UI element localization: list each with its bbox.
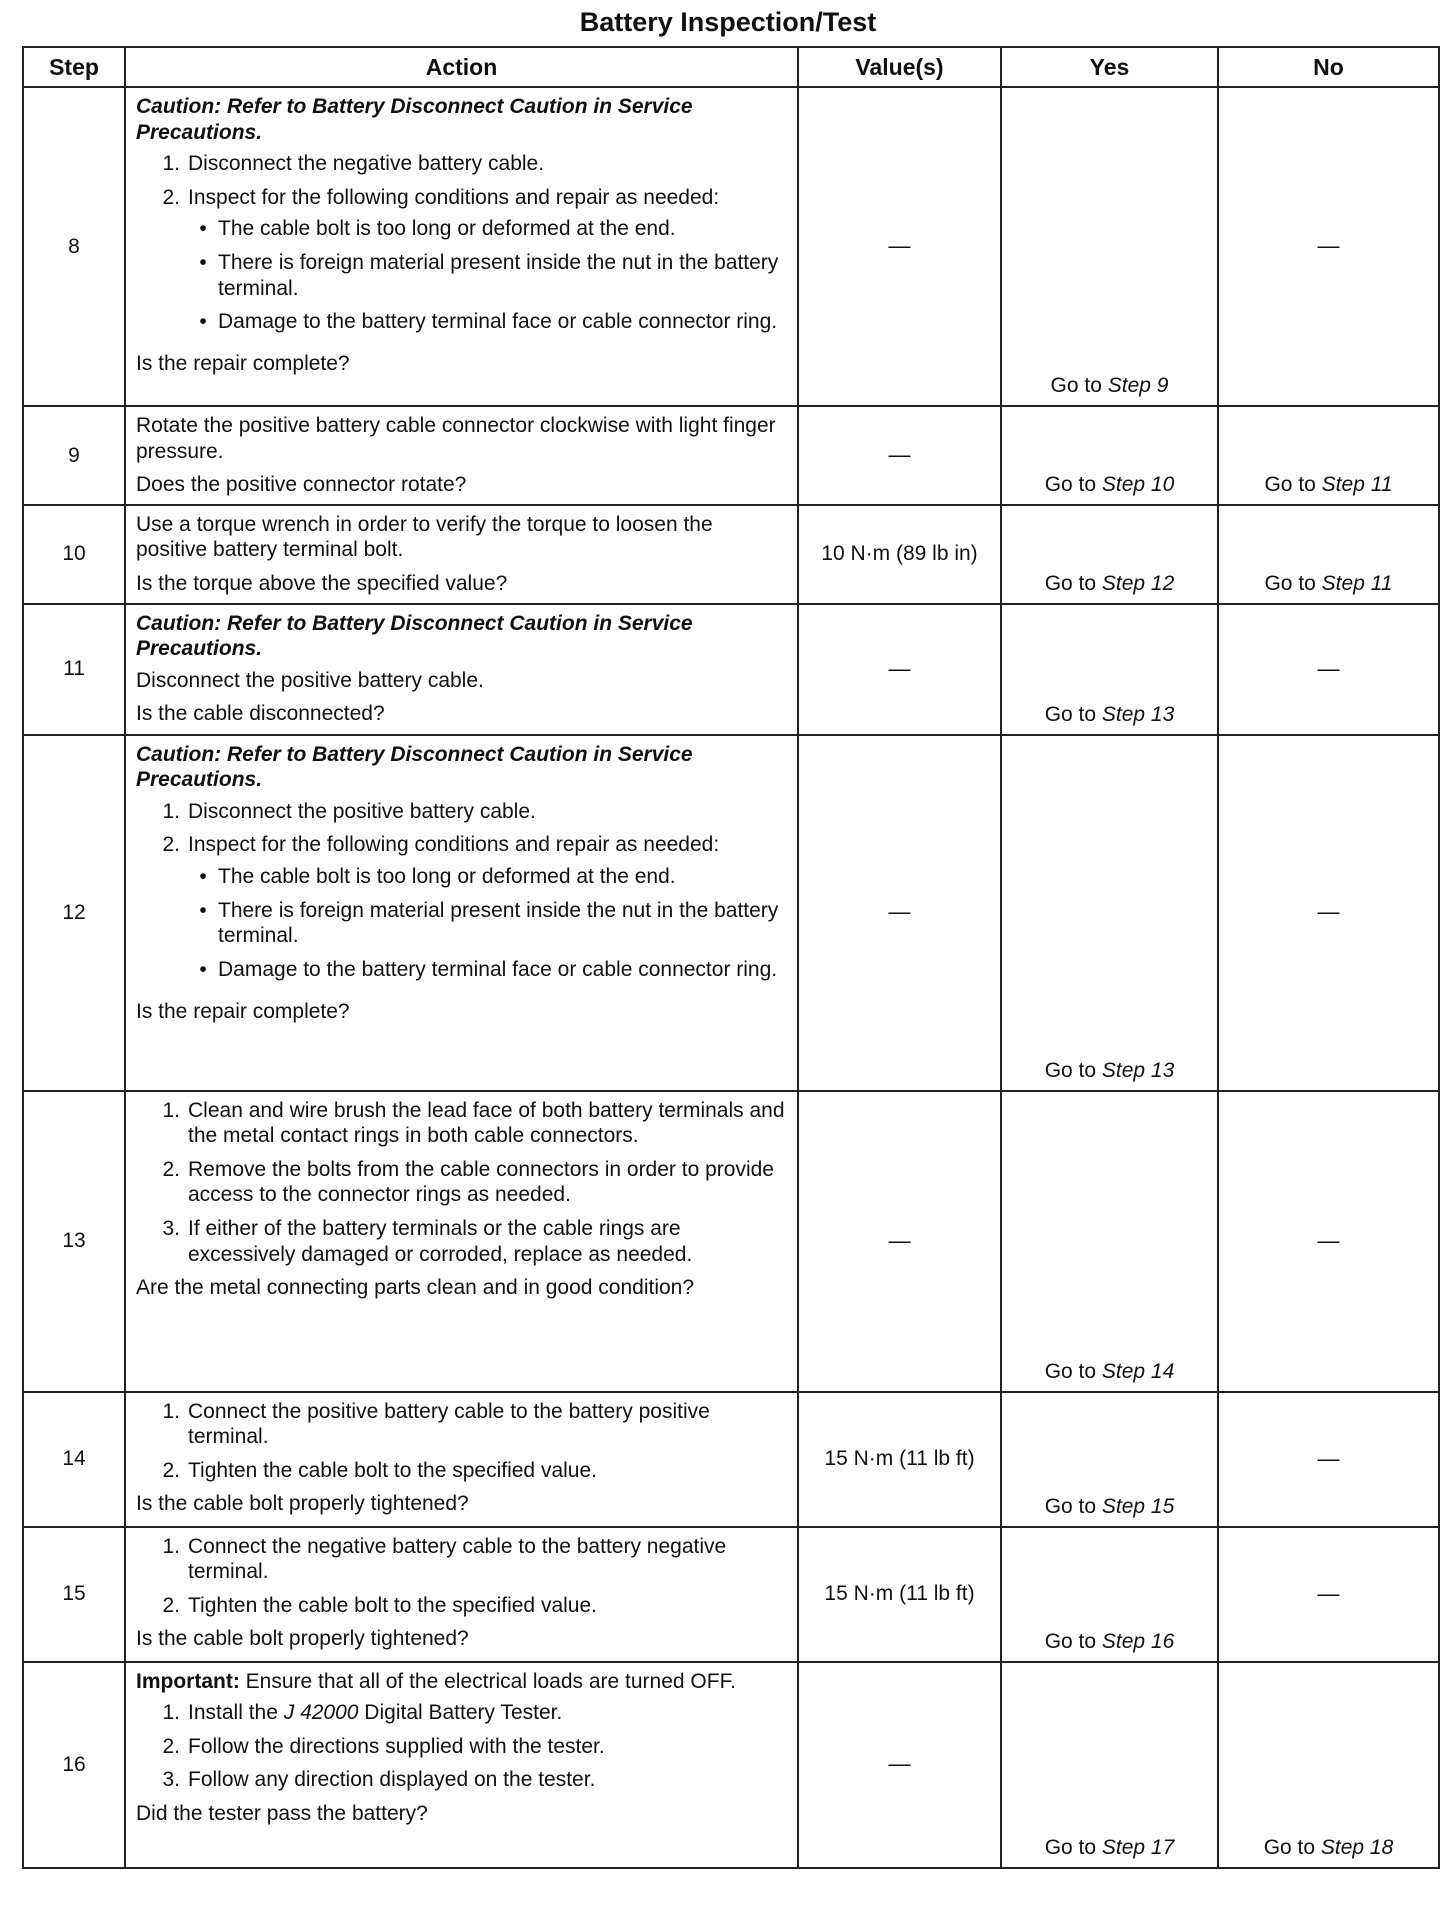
list-item [136, 1399, 787, 1450]
goto-link[interactable] [1051, 374, 1169, 397]
goto-link[interactable] [1045, 1630, 1175, 1653]
item-text: Tighten the cable bolt to the specified value. [188, 1593, 597, 1617]
item-number: 1. [162, 1399, 180, 1423]
condition-text: The cable bolt is too long or deformed at the end. [218, 217, 676, 241]
bullet-icon: • [199, 898, 207, 922]
bullet-icon: • [199, 251, 207, 275]
item-number: 1. [162, 799, 180, 823]
action-text: Rotate the positive battery cable connector clockwise with light finger pressure. [136, 414, 776, 463]
table-row-step-15 [23, 1527, 1439, 1662]
condition-text: Damage to the battery terminal face or cable connector ring. [218, 957, 778, 981]
header-values: Value(s) [798, 47, 1001, 87]
goto-target: Step 11 [1321, 473, 1393, 497]
step-number: 14 [23, 1392, 125, 1527]
goto-link[interactable] [1045, 703, 1175, 726]
action-list [136, 1399, 787, 1484]
table-row-step-9 [23, 406, 1439, 505]
question-text: Is the cable bolt properly tightened? [136, 1492, 469, 1516]
goto-target: Step 18 [1320, 1836, 1394, 1860]
header-no: No [1218, 47, 1439, 87]
bullet-icon: • [199, 957, 207, 981]
no-cell: — [1218, 1091, 1439, 1392]
list-item [188, 309, 787, 335]
table-row-step-11 [23, 604, 1439, 735]
item-number: 1. [162, 1098, 180, 1122]
list-item [136, 832, 787, 990]
goto-prefix: Go to [1264, 572, 1322, 596]
goto-target: Step 17 [1101, 1836, 1175, 1860]
list-item [136, 1767, 787, 1793]
important-text: Ensure that all of the electrical loads are turned OFF. [245, 1669, 736, 1693]
item-number: 2. [162, 1593, 180, 1617]
question-text: Did the tester pass the battery? [136, 1802, 428, 1826]
item-text [188, 1700, 787, 1726]
yes-cell [1001, 1527, 1218, 1662]
item-text: Follow the directions supplied with the tester. [188, 1734, 605, 1758]
yes-cell [1001, 1392, 1218, 1527]
goto-link[interactable] [1045, 473, 1175, 496]
step-number: 16 [23, 1662, 125, 1868]
action-cell [125, 1091, 798, 1392]
item-number: 3. [162, 1217, 180, 1241]
goto-target: Step 11 [1321, 572, 1393, 596]
goto-prefix: Go to [1263, 1836, 1321, 1860]
item-number: 2. [162, 833, 180, 857]
goto-link[interactable] [1264, 1836, 1394, 1859]
step-number: 9 [23, 406, 125, 505]
goto-prefix: Go to [1044, 572, 1102, 596]
table-row-step-14 [23, 1392, 1439, 1527]
item-number: 1. [162, 1701, 180, 1725]
bullet-icon: • [199, 310, 207, 334]
item-text-main: Inspect for the following conditions and repair as needed: [188, 185, 720, 209]
table-row-step-12 [23, 735, 1439, 1091]
item-text: If either of the battery terminals or the cable rings are excessively damaged or corroded, replace as needed. [188, 1217, 693, 1266]
yes-cell [1001, 604, 1218, 735]
header-step: Step [23, 47, 125, 87]
action-text: Use a torque wrench in order to verify the torque to loosen the positive battery terminal bolt. [136, 512, 713, 562]
item-text: Remove the bolts from the cable connectors in order to provide access to the connector rings as needed. [188, 1157, 774, 1207]
goto-prefix: Go to [1044, 1495, 1102, 1519]
list-item [188, 957, 787, 983]
goto-target: Step 9 [1107, 374, 1169, 398]
action-cell [125, 735, 798, 1091]
condition-list [188, 216, 787, 334]
question-text: Is the repair complete? [136, 351, 350, 375]
action-list [136, 1700, 787, 1793]
value-cell: — [798, 406, 1001, 505]
goto-target: Step 15 [1101, 1495, 1175, 1519]
caution-text: Caution: Refer to Battery Disconnect Caution in Service Precautions. [136, 742, 693, 792]
goto-target: Step 14 [1101, 1360, 1175, 1384]
yes-cell [1001, 1091, 1218, 1392]
list-item [136, 799, 787, 825]
table-row-step-8 [23, 87, 1439, 406]
yes-cell [1001, 406, 1218, 505]
action-cell [125, 1392, 798, 1527]
value-cell: — [798, 87, 1001, 406]
goto-link[interactable] [1045, 1059, 1175, 1082]
action-cell [125, 1527, 798, 1662]
header-yes: Yes [1001, 47, 1218, 87]
question-text: Is the cable bolt properly tightened? [136, 1627, 469, 1651]
goto-link[interactable] [1045, 1495, 1175, 1518]
bullet-icon: • [199, 865, 207, 889]
item-text: Tighten the cable bolt to the specified value. [188, 1458, 597, 1482]
value-cell: — [798, 604, 1001, 735]
no-cell: — [1218, 87, 1439, 406]
important-label: Important: [136, 1669, 240, 1693]
goto-target: Step 16 [1101, 1630, 1175, 1654]
step-number: 11 [23, 604, 125, 735]
item-text: Follow any direction displayed on the tester. [188, 1768, 596, 1792]
item-text [188, 185, 787, 343]
list-item [136, 1534, 787, 1585]
goto-link[interactable] [1045, 1836, 1175, 1859]
list-item [136, 185, 787, 343]
item-text: Disconnect the positive battery cable. [188, 799, 536, 823]
yes-cell [1001, 735, 1218, 1091]
no-cell [1218, 505, 1439, 604]
item-text [188, 832, 787, 990]
action-cell [125, 1662, 798, 1868]
goto-prefix: Go to [1044, 473, 1102, 497]
list-item [136, 1216, 787, 1267]
no-cell: — [1218, 604, 1439, 735]
goto-link[interactable] [1264, 572, 1392, 595]
action-cell [125, 406, 798, 505]
goto-prefix: Go to [1044, 703, 1102, 727]
yes-cell [1001, 1662, 1218, 1868]
goto-prefix: Go to [1044, 1059, 1102, 1083]
condition-text: The cable bolt is too long or deformed at the end. [218, 865, 676, 889]
question-text: Are the metal connecting parts clean and in good condition? [136, 1276, 695, 1300]
yes-cell [1001, 87, 1218, 406]
table-row-step-13 [23, 1091, 1439, 1392]
item-number: 1. [162, 152, 180, 176]
list-item [188, 864, 787, 890]
item-text: Connect the positive battery cable to the battery positive terminal. [188, 1399, 710, 1449]
goto-link[interactable] [1045, 1360, 1175, 1383]
page-title: Battery Inspection/Test [579, 7, 877, 37]
tool-name: J 42000 [283, 1701, 359, 1725]
no-cell: — [1218, 1392, 1439, 1527]
list-item [136, 1734, 787, 1760]
action-cell [125, 87, 798, 406]
action-text: Disconnect the positive battery cable. [136, 668, 484, 692]
item-number: 2. [162, 1458, 180, 1482]
goto-prefix: Go to [1044, 1630, 1102, 1654]
step-number: 15 [23, 1527, 125, 1662]
action-cell [125, 505, 798, 604]
question-text: Is the repair complete? [136, 999, 350, 1023]
condition-text: Damage to the battery terminal face or cable connector ring. [218, 310, 778, 334]
list-item [188, 898, 787, 949]
action-list [136, 1534, 787, 1619]
goto-prefix: Go to [1044, 1836, 1102, 1860]
item-text-main: Inspect for the following conditions and repair as needed: [188, 833, 720, 857]
value-cell: — [798, 735, 1001, 1091]
value-cell: 10 N·m (89 lb in) [798, 505, 1001, 604]
procedure-table [22, 46, 1440, 1869]
no-cell [1218, 406, 1439, 505]
header-action: Action [125, 47, 798, 87]
step-number: 13 [23, 1091, 125, 1392]
table-row-step-16 [23, 1662, 1439, 1868]
value-cell: 15 N·m (11 lb ft) [798, 1392, 1001, 1527]
goto-target: Step 10 [1101, 473, 1175, 497]
question-text: Does the positive connector rotate? [136, 473, 467, 497]
list-item [136, 151, 787, 177]
action-list [136, 1098, 787, 1268]
condition-list [188, 864, 787, 982]
list-item [136, 1157, 787, 1208]
yes-cell [1001, 505, 1218, 604]
caution-text: Caution: Refer to Battery Disconnect Caution in Service Precautions. [136, 95, 693, 144]
action-list [136, 151, 787, 343]
goto-prefix: Go to [1050, 374, 1108, 398]
item-text: Connect the negative battery cable to the battery negative terminal. [188, 1534, 727, 1584]
goto-prefix: Go to [1044, 1360, 1102, 1384]
question-text: Is the torque above the specified value? [136, 572, 508, 596]
step-number: 12 [23, 735, 125, 1091]
condition-text: There is foreign material present inside the nut in the battery terminal. [218, 898, 779, 948]
item-number: 3. [162, 1768, 180, 1792]
bullet-icon: • [199, 217, 207, 241]
item-number: 2. [162, 185, 180, 209]
item-number: 2. [162, 1734, 180, 1758]
item-number: 2. [162, 1157, 180, 1181]
no-cell [1218, 1662, 1439, 1868]
goto-link[interactable] [1045, 572, 1175, 595]
item-number: 1. [162, 1534, 180, 1558]
action-cell [125, 604, 798, 735]
item-text-post: Digital Battery Tester. [358, 1701, 563, 1725]
step-number: 10 [23, 505, 125, 604]
list-item [136, 1098, 787, 1149]
item-text: Disconnect the negative battery cable. [188, 152, 545, 176]
condition-text: There is foreign material present inside the nut in the battery terminal. [218, 251, 779, 300]
list-item [188, 250, 787, 301]
table-row-step-10 [23, 505, 1439, 604]
question-text: Is the cable disconnected? [136, 702, 385, 726]
goto-target: Step 12 [1101, 572, 1175, 596]
goto-prefix: Go to [1264, 473, 1322, 497]
list-item [136, 1593, 787, 1619]
no-cell: — [1218, 1527, 1439, 1662]
item-text-pre: Install the [188, 1701, 284, 1725]
header-row [23, 47, 1439, 87]
list-item [136, 1458, 787, 1484]
value-cell: — [798, 1091, 1001, 1392]
step-number: 8 [23, 87, 125, 406]
goto-target: Step 13 [1101, 1059, 1175, 1083]
list-item [188, 216, 787, 242]
no-cell: — [1218, 735, 1439, 1091]
caution-text: Caution: Refer to Battery Disconnect Caution in Service Precautions. [136, 611, 693, 661]
value-cell: 15 N·m (11 lb ft) [798, 1527, 1001, 1662]
action-list [136, 799, 787, 991]
value-cell: — [798, 1662, 1001, 1868]
item-text: Clean and wire brush the lead face of both battery terminals and the metal contact rings in both cable connectors. [188, 1098, 785, 1148]
goto-target: Step 13 [1101, 703, 1175, 727]
important-note [136, 1669, 787, 1695]
list-item [136, 1700, 787, 1726]
goto-link[interactable] [1264, 473, 1392, 496]
